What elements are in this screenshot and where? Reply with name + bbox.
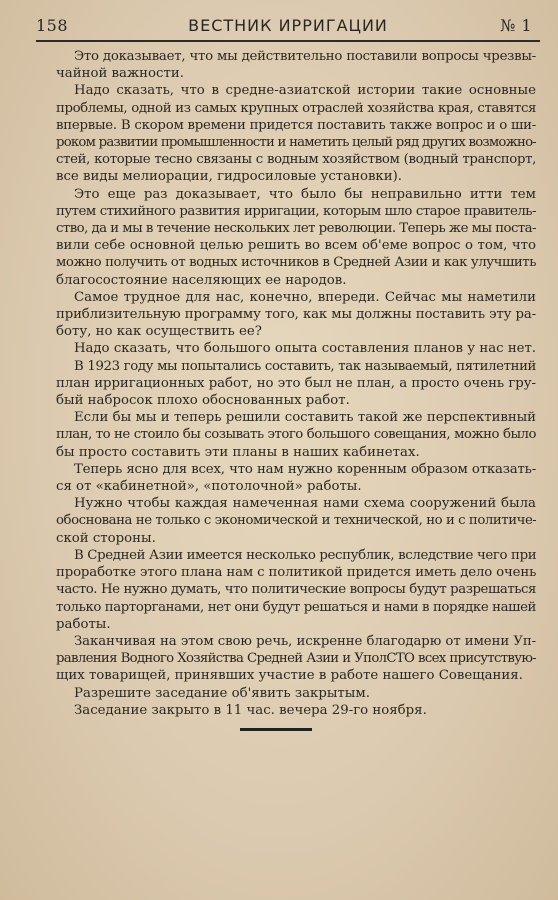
text-line: стей, которые тесно связаны с водным хозяйством (водный транспорт, [56, 152, 536, 168]
text-line: можно получить от водных источников в Средней Азии и как улучшить [56, 255, 536, 271]
text-line: Разрешите заседание об'явить закрытым. [74, 685, 370, 701]
text-line: Если бы мы и теперь решили составить такой же перспективный [74, 410, 536, 426]
text-line: вили себе основной целью решить во всем об'еме вопрос о том, что [56, 238, 536, 254]
text-line: Это еще раз доказывает, что было бы неправильно итти тем [74, 186, 536, 202]
text-line: обоснована не только с экономической и технической, но и с политиче- [56, 513, 536, 529]
text-line: боту, но как осуществить ее? [56, 324, 262, 340]
page-number: 158 [36, 16, 69, 35]
text-line: роком развитии промышленности и наметить целый ряд других возможно- [56, 135, 536, 151]
text-line: чайной важности. [56, 66, 184, 82]
text-line: все виды мелиорации, гидросиловые установки). [56, 169, 403, 185]
text-line: проработке этого плана нам с политикой придется иметь дело очень [56, 565, 536, 581]
text-line: приблизительную программу того, как мы должны поставить эту ра- [56, 307, 536, 323]
text-line: Заседание закрыто в 11 час. вечера 29-го ноября. [74, 702, 427, 718]
text-line: часто. Не нужно думать, что политические вопросы будут разрешаться [56, 582, 536, 598]
text-line: ской стороны. [56, 530, 156, 546]
text-line: Это доказывает, что мы действительно поставили вопросы чрезвы- [74, 49, 536, 64]
article-text [56, 48, 536, 719]
text-line: работы. [56, 616, 111, 632]
text-line: Надо сказать, что большого опыта составления планов у нас нет. [74, 341, 536, 357]
text-line: Надо сказать, что в средне-азиатской истории такие основные [74, 83, 536, 99]
text-line: В Средней Азии имеется несколько республик, вследствие чего при [74, 547, 536, 563]
text-line: В 1923 году мы попытались составить, так называемый, пятилетний [74, 358, 536, 374]
text-line: проблемы, одной из самых крупных отраслей хозяйства края, ставятся [56, 100, 536, 116]
text-line: план, то не стоило бы созывать этого большого совещания, можно было [56, 427, 536, 443]
text-line: Теперь ясно для всех, что нам нужно коренным образом отказать- [74, 461, 536, 477]
text-line: Заканчивая на этом свою речь, искренне благодарю от имени Уп- [74, 633, 536, 649]
text-line: щих товарищей, принявших участие в работе нашего Совещания. [56, 668, 523, 684]
text-line: бый набросок плохо обоснованных работ. [56, 393, 350, 409]
text-line: ство, да и мы в течение нескольких лет революции. Теперь же мы поста- [56, 221, 536, 237]
page-header [36, 14, 540, 42]
text-line: Самое трудное для нас, конечно, впереди. Сейчас мы наметили [74, 289, 536, 305]
text-line: бы просто составить эти планы в наших кабинетах. [56, 444, 420, 460]
text-line: впервые. В скором времени придется поставить также вопрос и о ши- [56, 117, 536, 133]
end-of-article-rule [240, 728, 312, 731]
text-line: только парторганами, нет они будут решаться и нами в порядке нашей [56, 599, 536, 615]
text-line: благосостояние населяющих ее народов. [56, 272, 347, 288]
text-line: ся от «кабинетной», «потолочной» работы. [56, 479, 362, 495]
text-line: план ирригационных работ, но это был не план, а просто очень гру- [56, 375, 536, 391]
text-line: Нужно чтобы каждая намеченная нами схема сооружений была [74, 496, 536, 512]
text-line: путем стихийного развития ирригации, которым шло старое правитель- [56, 203, 536, 219]
issue-number: № 1 [500, 16, 532, 35]
journal-title: ВЕСТНИК ИРРИГАЦИИ [188, 16, 388, 35]
text-line: равления Водного Хозяйства Средней Азии и УполСТО всех присутствую- [56, 651, 536, 667]
